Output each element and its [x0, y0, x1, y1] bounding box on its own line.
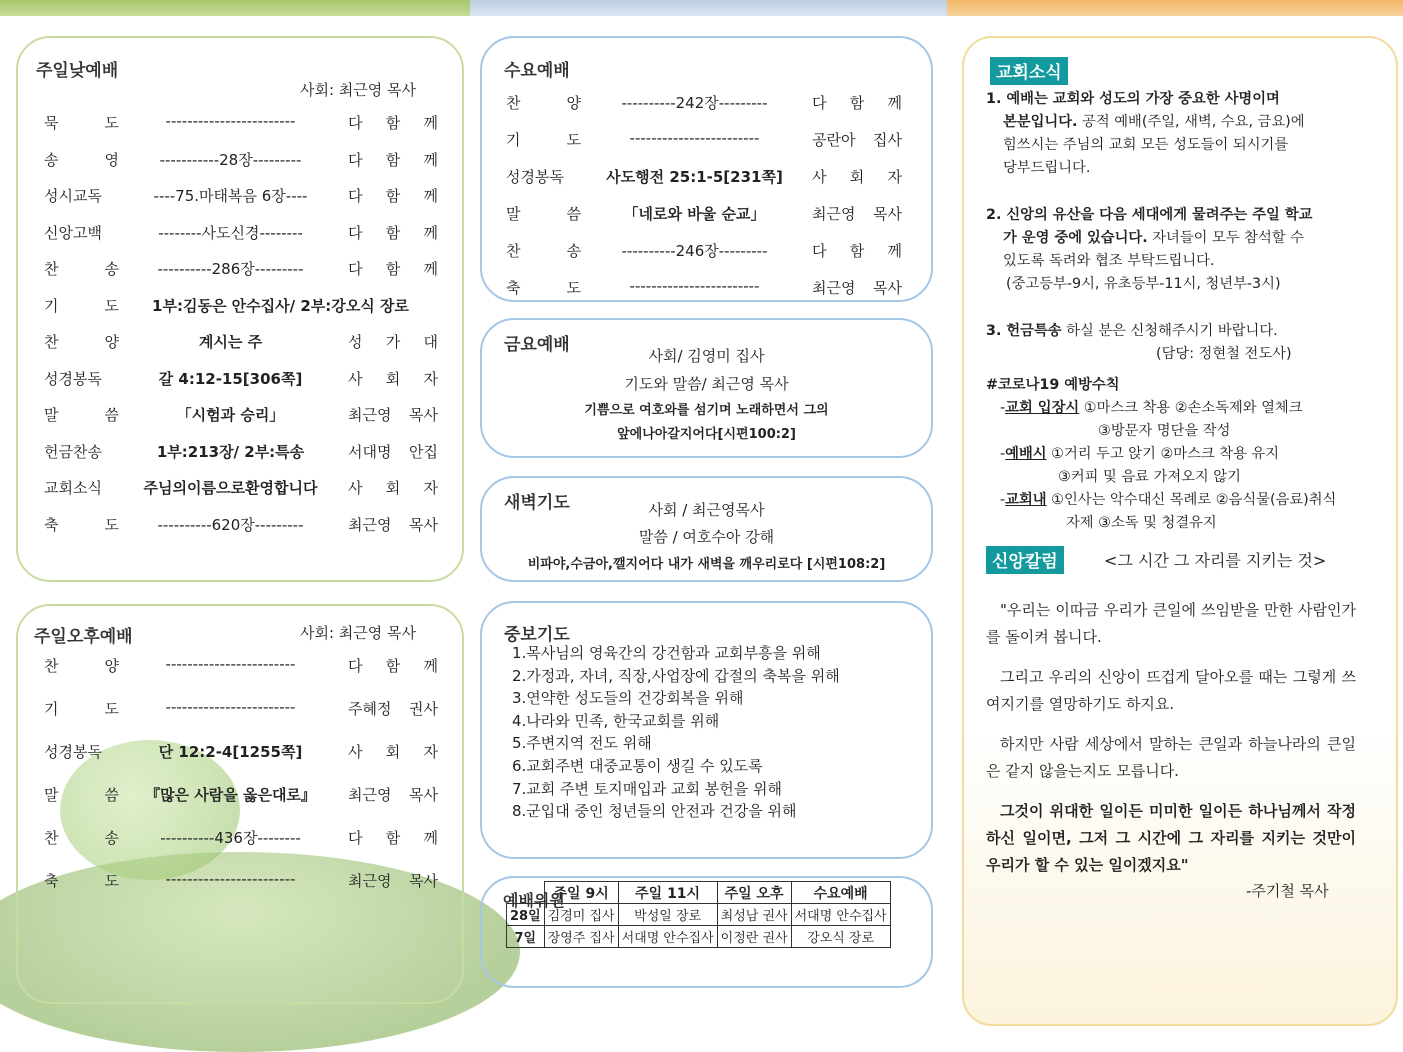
sunday_afternoon-person: 최근영 목사 [348, 872, 438, 890]
news-1-line3: 힘쓰시는 주님의 교회 모든 성도들이 되시기를 [1003, 137, 1289, 153]
sunday_morning-content: 갈 4:12-15[306쪽] [158, 369, 303, 388]
sunday-afternoon-title: 주일오후예배 [34, 627, 133, 647]
wednesday-person: 다 함 께 [812, 94, 902, 112]
sunday_afternoon-label: 찬 양 [44, 657, 119, 675]
intercession-item: 6.교회주변 대중교통이 생길 수 있도록 [512, 757, 763, 775]
covid-rule-3-a: ①인사는 악수대신 목례로 ②음식물(음료)취식 [1046, 492, 1337, 508]
top-band-blue [470, 0, 947, 16]
column-title: <그 시간 그 자리를 지키는 것> [1104, 551, 1327, 570]
dawn-host: 사회 / 최근영목사 [648, 501, 765, 519]
sunday_afternoon-content: ----------436장-------- [160, 829, 301, 847]
covid-rule-1: -교회 입장시 ①마스크 착용 ②손소독제와 열체크 [1000, 400, 1303, 416]
sunday_morning-label: 묵 도 [44, 114, 119, 132]
news-2-line4: (중고등부-9시, 유초등부-11시, 청년부-3시) [1006, 276, 1281, 292]
sunday_afternoon-person: 사 회 자 [348, 743, 438, 761]
news-1-bold: 본분입니다. [1003, 114, 1078, 130]
wednesday-content: ------------------------ [629, 277, 760, 295]
wednesday-label: 찬 양 [506, 94, 581, 112]
sunday_morning-person: 다 함 께 [348, 114, 438, 132]
news-3-line2: (담당: 정현철 전도사) [1156, 346, 1292, 362]
sunday_morning-label: 헌금찬송 [44, 442, 102, 461]
wednesday-label: 축 도 [506, 279, 581, 297]
sunday_morning-content: --------사도신경-------- [158, 223, 303, 242]
sunday_morning-content: ----------620장--------- [157, 515, 304, 534]
wednesday-content: ------------------------ [629, 129, 760, 147]
sunday_morning-content: 계시는 주 [198, 333, 263, 351]
duty-cell: 최성남 권사 [717, 904, 791, 926]
duty-cell: 장영주 집사 [544, 926, 618, 948]
friday-verse-line1: 기쁨으로 여호와를 섬기며 노래하면서 그의 [584, 403, 829, 418]
sunday_morning-content: 주님의이름으로환영합니다 [143, 479, 318, 497]
column-paragraph-2: 그리고 우리의 신앙이 뜨겁게 달아오를 때는 그렇게 쓰여지기를 열망하기도 하지요. [986, 668, 1356, 713]
sunday_morning-person: 다 함 께 [348, 187, 438, 205]
sunday_morning-person: 성 가 대 [348, 333, 438, 351]
sunday_morning-label: 찬 송 [44, 260, 119, 278]
sunday_afternoon-person: 다 함 께 [348, 829, 438, 847]
news-2-bold: 가 운영 중에 있습니다. [1003, 230, 1148, 246]
covid-rule-2-head: 예배시 [1005, 446, 1047, 462]
sunday_morning-label: 기 도 [44, 296, 119, 315]
sunday_afternoon-content: ------------------------ [165, 698, 296, 716]
sunday_morning-content: 1부:213장/ 2부:특송 [156, 442, 305, 461]
intercession-item: 8.군입대 중인 청년들의 안전과 건강을 위해 [512, 802, 797, 821]
wednesday-person: 최근영 목사 [812, 205, 902, 223]
intercession-item: 5.주변지역 전도 위해 [512, 734, 652, 753]
wednesday-person: 공란아 집사 [812, 131, 902, 149]
duty-corner [507, 882, 545, 904]
covid-rule-2: -예배시 ①거리 두고 앉기 ②마스크 착용 유지 [1000, 446, 1280, 462]
duty-cell: 이정란 권사 [717, 926, 791, 948]
sunday_morning-content: ------------------------ [165, 112, 296, 130]
sunday_afternoon-person: 주혜정 권사 [348, 700, 438, 718]
sunday_afternoon-content: ------------------------ [165, 870, 296, 888]
wednesday-label: 성경봉독 [506, 168, 564, 186]
covid-rule-1-b: ③방문자 명단을 작성 [1098, 423, 1231, 439]
wednesday-person: 다 함 께 [812, 242, 902, 260]
sunday_morning-label: 신앙고백 [44, 223, 102, 242]
news-1-line2 [986, 111, 1305, 134]
dawn-title: 새벽기도 [504, 493, 570, 513]
sunday_morning-content: 1부:김동은 안수집사/ 2부:강오식 장로 [152, 296, 409, 315]
wednesday-content: ----------246장--------- [621, 242, 768, 260]
sunday_morning-person: 서대명 안집 [348, 442, 438, 461]
sunday_morning-person: 사 회 자 [348, 369, 438, 388]
sunday-afternoon-host: 사회: 최근영 목사 [300, 624, 417, 642]
duty-cell: 서대명 안수집사 [618, 926, 717, 948]
sunday_morning-label: 찬 양 [44, 333, 119, 351]
intercession-item: 2.가정과, 자녀, 직장,사업장에 갑절의 축복을 위해 [512, 666, 840, 685]
sunday_morning-person: 사 회 자 [348, 479, 438, 497]
sunday_afternoon-label: 기 도 [44, 700, 119, 718]
news-1-line1: 1. 예배는 교회와 성도의 가장 중요한 사명이며 [986, 91, 1280, 107]
duty-col-header: 수요예배 [791, 882, 890, 904]
intercession-item: 3.연약한 성도들의 건강회복을 위해 [512, 689, 744, 708]
sunday_morning-person: 다 함 께 [348, 150, 438, 169]
news-2-rest: 자녀들이 모두 참석할 수 [1147, 230, 1304, 246]
column-author: -주기철 목사 [1246, 882, 1329, 900]
wednesday-person: 최근영 목사 [812, 279, 902, 297]
news-tag: 교회소식 [990, 57, 1068, 85]
covid-rule-1-a: ①마스크 착용 ②손소독제와 열체크 [1079, 400, 1303, 416]
sunday_morning-content: -----------28장--------- [159, 150, 302, 169]
covid-rule-2-a: ①거리 두고 앉기 ②마스크 착용 유지 [1046, 446, 1280, 462]
duty-cell: 박성일 장로 [618, 904, 717, 926]
duty-title: 예배위원 [503, 891, 565, 910]
wednesday-title: 수요예배 [504, 61, 570, 81]
covid-rule-3-b: 자제 ③소독 및 청결유지 [1066, 515, 1217, 531]
dawn-verse: 비파야,수금아,깰지어다 내가 새벽을 깨우리로다 [시편108:2] [527, 557, 886, 572]
duty-row [507, 904, 891, 926]
sunday_morning-label: 교회소식 [44, 479, 102, 497]
wednesday-content: 「네로와 바울 순교」 [623, 205, 766, 223]
intercession-title: 중보기도 [504, 625, 570, 645]
wednesday-person: 사 회 자 [812, 168, 902, 186]
sunday_afternoon-content: 단 12:2-4[1255쪽] [158, 743, 303, 761]
sunday_morning-label: 성경봉독 [44, 369, 102, 388]
sunday_afternoon-label: 성경봉독 [44, 743, 102, 761]
duty-table [506, 881, 891, 948]
sunday_morning-content: 「시험과 승리」 [176, 406, 285, 424]
intercession-item: 1.목사님의 영육간의 강건함과 교회부흥을 위해 [512, 644, 821, 662]
sunday_morning-label: 성시교독 [44, 187, 102, 205]
intercession-item: 7.교회 주변 토지매입과 교회 봉헌을 위해 [512, 779, 782, 798]
news-1-line4: 당부드립니다. [1003, 160, 1091, 176]
covid-rule-1-head: 교회 입장시 [1005, 400, 1080, 416]
friday-verse-line2: 앞에나아갈지어다[시편100:2] [617, 427, 796, 442]
sunday_afternoon-label: 말 씀 [44, 786, 119, 804]
column-tag: 신앙칼럼 [986, 546, 1064, 574]
sunday_afternoon-content: 『많은 사람을 옳은대로』 [145, 786, 316, 804]
wednesday-content: ----------242장--------- [621, 94, 768, 112]
duty-cell: 김경미 집사 [544, 904, 618, 926]
duty-cell: 서대명 안수집사 [791, 904, 890, 926]
news-item-2 [986, 204, 1312, 296]
news-2-line1: 2. 신앙의 유산을 다음 세대에게 물려주는 주일 학교 [986, 207, 1313, 223]
friday-title: 금요예배 [504, 335, 570, 355]
sunday_morning-label: 말 씀 [44, 406, 119, 424]
dawn-sermon: 말씀 / 여호수아 강해 [638, 528, 775, 546]
news-2-line3: 있도록 독려와 협조 부탁드립니다. [1003, 253, 1215, 269]
sunday_morning-person: 최근영 목사 [348, 406, 438, 424]
news-item-3 [986, 320, 1292, 366]
duty-row [507, 926, 891, 948]
sunday_afternoon-label: 축 도 [44, 872, 119, 890]
sunday_afternoon-person: 다 함 께 [348, 657, 438, 675]
duty-col-header: 주일 오후 [717, 882, 791, 904]
duty-col-header: 주일 9시 [544, 882, 618, 904]
sunday-morning-host: 사회: 최근영 목사 [300, 81, 417, 99]
sunday_morning-person: 최근영 목사 [348, 515, 438, 534]
sunday_morning-content: ----------286장--------- [157, 260, 304, 278]
news-3-line1 [986, 320, 1292, 343]
news-1-rest: 공적 예배(주일, 새벽, 수요, 금요)에 [1077, 114, 1305, 130]
duty-cell: 강오식 장로 [791, 926, 890, 948]
covid-rule-2-b: ③커피 및 음료 가져오지 않기 [1058, 469, 1241, 485]
news-3-bold: 3. 헌금특송 [986, 323, 1062, 339]
wednesday-label: 찬 송 [506, 242, 581, 260]
top-band-green [0, 0, 470, 16]
covid-rule-3: -교회내 ①인사는 악수대신 목례로 ②음식물(음료)취식 [1000, 492, 1337, 508]
covid-rule-3-head: 교회내 [1005, 492, 1047, 508]
sunday_afternoon-person: 최근영 목사 [348, 786, 438, 804]
sunday_morning-person: 다 함 께 [348, 260, 438, 278]
news-3-rest: 하실 분은 신청해주시기 바랍니다. [1061, 323, 1278, 339]
sunday_morning-content: ----75.마태복음 6장---- [153, 187, 308, 205]
intercession-item: 4.나라와 민족, 한국교회를 위해 [512, 711, 720, 730]
wednesday-content: 사도행전 25:1-5[231쪽] [606, 168, 783, 186]
news-2-line2 [986, 227, 1312, 250]
news-item-1 [986, 88, 1305, 180]
sunday_morning-label: 축 도 [44, 515, 119, 534]
column-paragraph-4: 그것이 위대한 일이든 미미한 일이든 하나님께서 작정하신 일이면, 그저 그 시간에 그 자리를 지키는 것만이 우리가 할 수 있는 일이겠지요" [986, 802, 1356, 874]
duty-col-header: 주일 11시 [618, 882, 717, 904]
friday-host: 사회/ 김영미 집사 [648, 347, 765, 365]
duty-day: 28일 [507, 904, 545, 926]
duty-header-row [507, 882, 891, 904]
wednesday-label: 말 씀 [506, 205, 581, 223]
covid-rules [986, 374, 1336, 535]
sunday_afternoon-label: 찬 송 [44, 829, 119, 847]
column-paragraph-1: "우리는 이따금 우리가 큰일에 쓰임받을 만한 사람인가를 돌이켜 봅니다. [986, 601, 1356, 646]
sunday_morning-label: 송 영 [44, 150, 119, 169]
sunday_afternoon-content: ------------------------ [165, 655, 296, 673]
top-band-orange [947, 0, 1403, 16]
duty-day: 7일 [507, 926, 545, 948]
sunday_morning-person: 다 함 께 [348, 223, 438, 242]
sunday-morning-title: 주일낮예배 [36, 61, 119, 81]
column-paragraph-3: 하지만 사람 세상에서 말하는 큰일과 하늘나라의 큰일은 같지 않을는지도 모릅니다. [986, 735, 1356, 780]
wednesday-label: 기 도 [506, 131, 581, 149]
covid-title: #코로나19 예방수칙 [986, 377, 1120, 393]
friday-preacher: 기도와 말씀/ 최근영 목사 [624, 375, 789, 393]
